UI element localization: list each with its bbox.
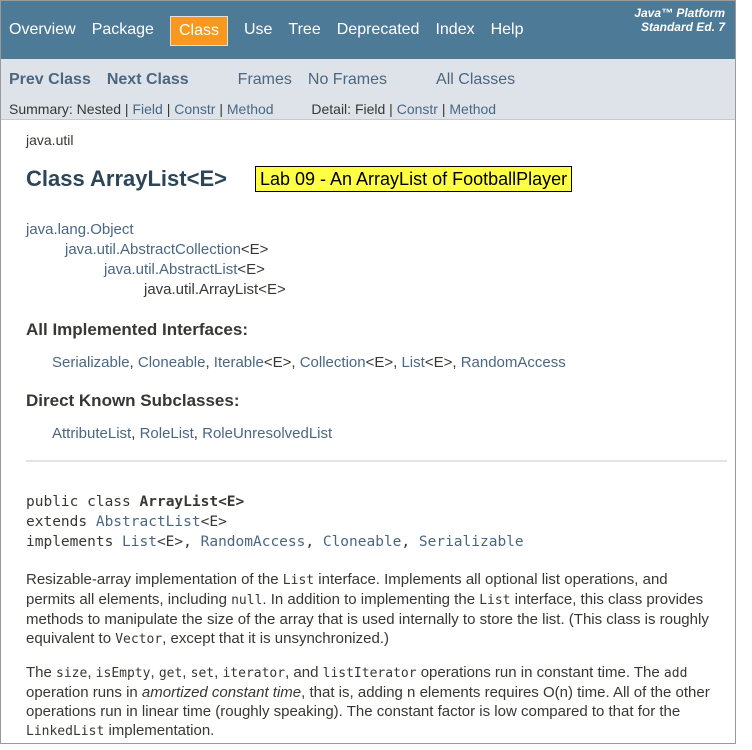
sig-abstractlist-link[interactable]: AbstractList — [95, 514, 201, 530]
code-isempty: isEmpty — [95, 666, 151, 681]
no-frames-link[interactable]: No Frames — [307, 71, 388, 88]
next-class-link[interactable]: Next Class — [106, 71, 189, 88]
sub-nav-row-1 — [9, 71, 531, 89]
generic-suffix: <E> — [240, 241, 269, 258]
generic-suffix: <E> — [365, 354, 394, 371]
prev-class-link[interactable]: Prev Class — [9, 71, 91, 88]
sig-serializable-link[interactable]: Serializable — [418, 534, 524, 550]
comma: , — [193, 425, 203, 442]
interfaces-heading: All Implemented Interfaces: — [26, 320, 249, 339]
inherit-abstractcollection-link[interactable]: java.util.AbstractCollection — [65, 241, 241, 258]
comma: , — [291, 354, 300, 371]
class-description — [1, 570, 735, 741]
list-link[interactable]: List — [401, 354, 425, 371]
code-get: get — [158, 666, 183, 681]
cloneable-link[interactable]: Cloneable — [137, 354, 206, 371]
top-navigation-bar — [1, 1, 735, 59]
code-set: set — [190, 666, 215, 681]
summary-field-link[interactable]: Field — [132, 101, 163, 117]
subclasses-list — [26, 425, 735, 442]
nav-use[interactable]: Use — [243, 21, 273, 38]
serializable-link[interactable]: Serializable — [52, 354, 130, 371]
attributelist-link[interactable]: AttributeList — [52, 425, 132, 442]
inheritance-tree — [26, 220, 735, 300]
iterable-link[interactable]: Iterable — [213, 354, 264, 371]
code-null: null — [231, 593, 263, 608]
frames-link[interactable]: Frames — [237, 71, 292, 88]
sig-implements: implements — [26, 534, 123, 550]
comma: , — [131, 425, 140, 442]
code-iterator: iterator — [222, 666, 286, 681]
nav-help[interactable]: Help — [490, 21, 524, 38]
package-name: java.util — [26, 132, 74, 148]
roleunresolvedlist-link[interactable]: RoleUnresolvedList — [202, 425, 333, 442]
sig-keywords: public class — [26, 494, 140, 510]
sig-list-link[interactable]: List — [122, 534, 157, 550]
generic-suffix: <E> — [263, 354, 292, 371]
separator: | — [441, 101, 446, 117]
class-signature — [1, 492, 735, 552]
nav-tree[interactable]: Tree — [288, 21, 321, 38]
description-paragraph-1: Resizable-array implementation of the List interface. Implements all optional list operations, and permits all elements, including null. In addition to implementing the List interface, this class provides methods to manipulate the size of the array that is used internally to store the list. (This class is roughly equivalent to Vector, except that it is unsynchronized.) — [26, 571, 709, 647]
comma: , — [305, 534, 323, 550]
code-listiterator: listIterator — [322, 666, 417, 681]
nav-overview[interactable]: Overview — [9, 21, 76, 38]
sub-navigation-bar — [1, 59, 735, 120]
platform-label — [634, 6, 725, 34]
detail-constr-link[interactable]: Constr — [396, 101, 438, 117]
summary-label: Summary: Nested | — [9, 101, 129, 117]
generic-suffix: <E> — [237, 261, 265, 278]
emphasis-amortized: amortized constant time — [141, 684, 302, 701]
comma: , — [393, 354, 402, 371]
generic-suffix: <E>, — [156, 534, 201, 550]
collection-link[interactable]: Collection — [299, 354, 366, 371]
comma: , — [452, 354, 461, 371]
comma: , — [401, 534, 419, 550]
summary-constr-link[interactable]: Constr — [174, 101, 216, 117]
subclasses-heading: Direct Known Subclasses: — [26, 391, 240, 410]
separator: | — [219, 101, 223, 117]
randomaccess-link[interactable]: RandomAccess — [460, 354, 566, 371]
nav-index[interactable]: Index — [435, 21, 475, 38]
sig-cloneable-link[interactable]: Cloneable — [322, 534, 402, 550]
comma: , — [129, 354, 138, 371]
code-vector: Vector — [115, 632, 163, 647]
sig-randomaccess-link[interactable]: RandomAccess — [200, 534, 306, 550]
summary-method-link[interactable]: Method — [226, 101, 274, 117]
code-list: List — [282, 573, 315, 588]
top-nav-list — [9, 18, 540, 46]
separator: | — [166, 101, 171, 117]
description-paragraph-2: The size, isEmpty, get, set, iterator, and listIterator operations run in constant time. The add operation runs in amortized constant time, that is, adding n elements requires O(n) time. All of the other operations run in linear time (roughly speaking). The constant factor is low compared to that for the LinkedList implementation. — [26, 664, 710, 739]
all-classes-link[interactable]: All Classes — [436, 71, 516, 88]
sig-extends: extends — [26, 514, 96, 530]
code-add: add — [663, 666, 688, 681]
nav-deprecated[interactable]: Deprecated — [336, 21, 420, 38]
sig-class-name: ArrayList<E> — [139, 494, 245, 510]
code-list: List — [479, 593, 511, 608]
nav-package[interactable]: Package — [91, 21, 154, 38]
platform-line-1: Java™ Platform — [634, 6, 725, 20]
generic-suffix: <E> — [200, 514, 227, 530]
class-header — [1, 120, 735, 442]
code-size: size — [56, 666, 88, 681]
page-title: Class ArrayList<E> — [26, 166, 227, 191]
code-linkedlist: LinkedList — [26, 724, 105, 739]
sub-nav-row-2 — [9, 101, 496, 117]
nav-class-active: Class — [170, 16, 228, 46]
section-divider — [26, 460, 727, 462]
lab-note-highlight: Lab 09 - An ArrayList of FootballPlayer — [255, 166, 572, 192]
rolelist-link[interactable]: RoleList — [139, 425, 194, 442]
inherit-object-link[interactable]: java.lang.Object — [26, 221, 134, 238]
interfaces-list — [26, 354, 735, 371]
inherit-current-class: java.util.ArrayList<E> — [144, 281, 286, 298]
detail-method-link[interactable]: Method — [449, 101, 497, 117]
comma: , — [205, 354, 214, 371]
generic-suffix: <E> — [424, 354, 453, 371]
title-row — [26, 166, 735, 192]
platform-line-2: Standard Ed. 7 — [640, 20, 725, 34]
inherit-abstractlist-link[interactable]: java.util.AbstractList — [104, 261, 238, 278]
detail-label: Detail: Field | — [311, 101, 393, 117]
